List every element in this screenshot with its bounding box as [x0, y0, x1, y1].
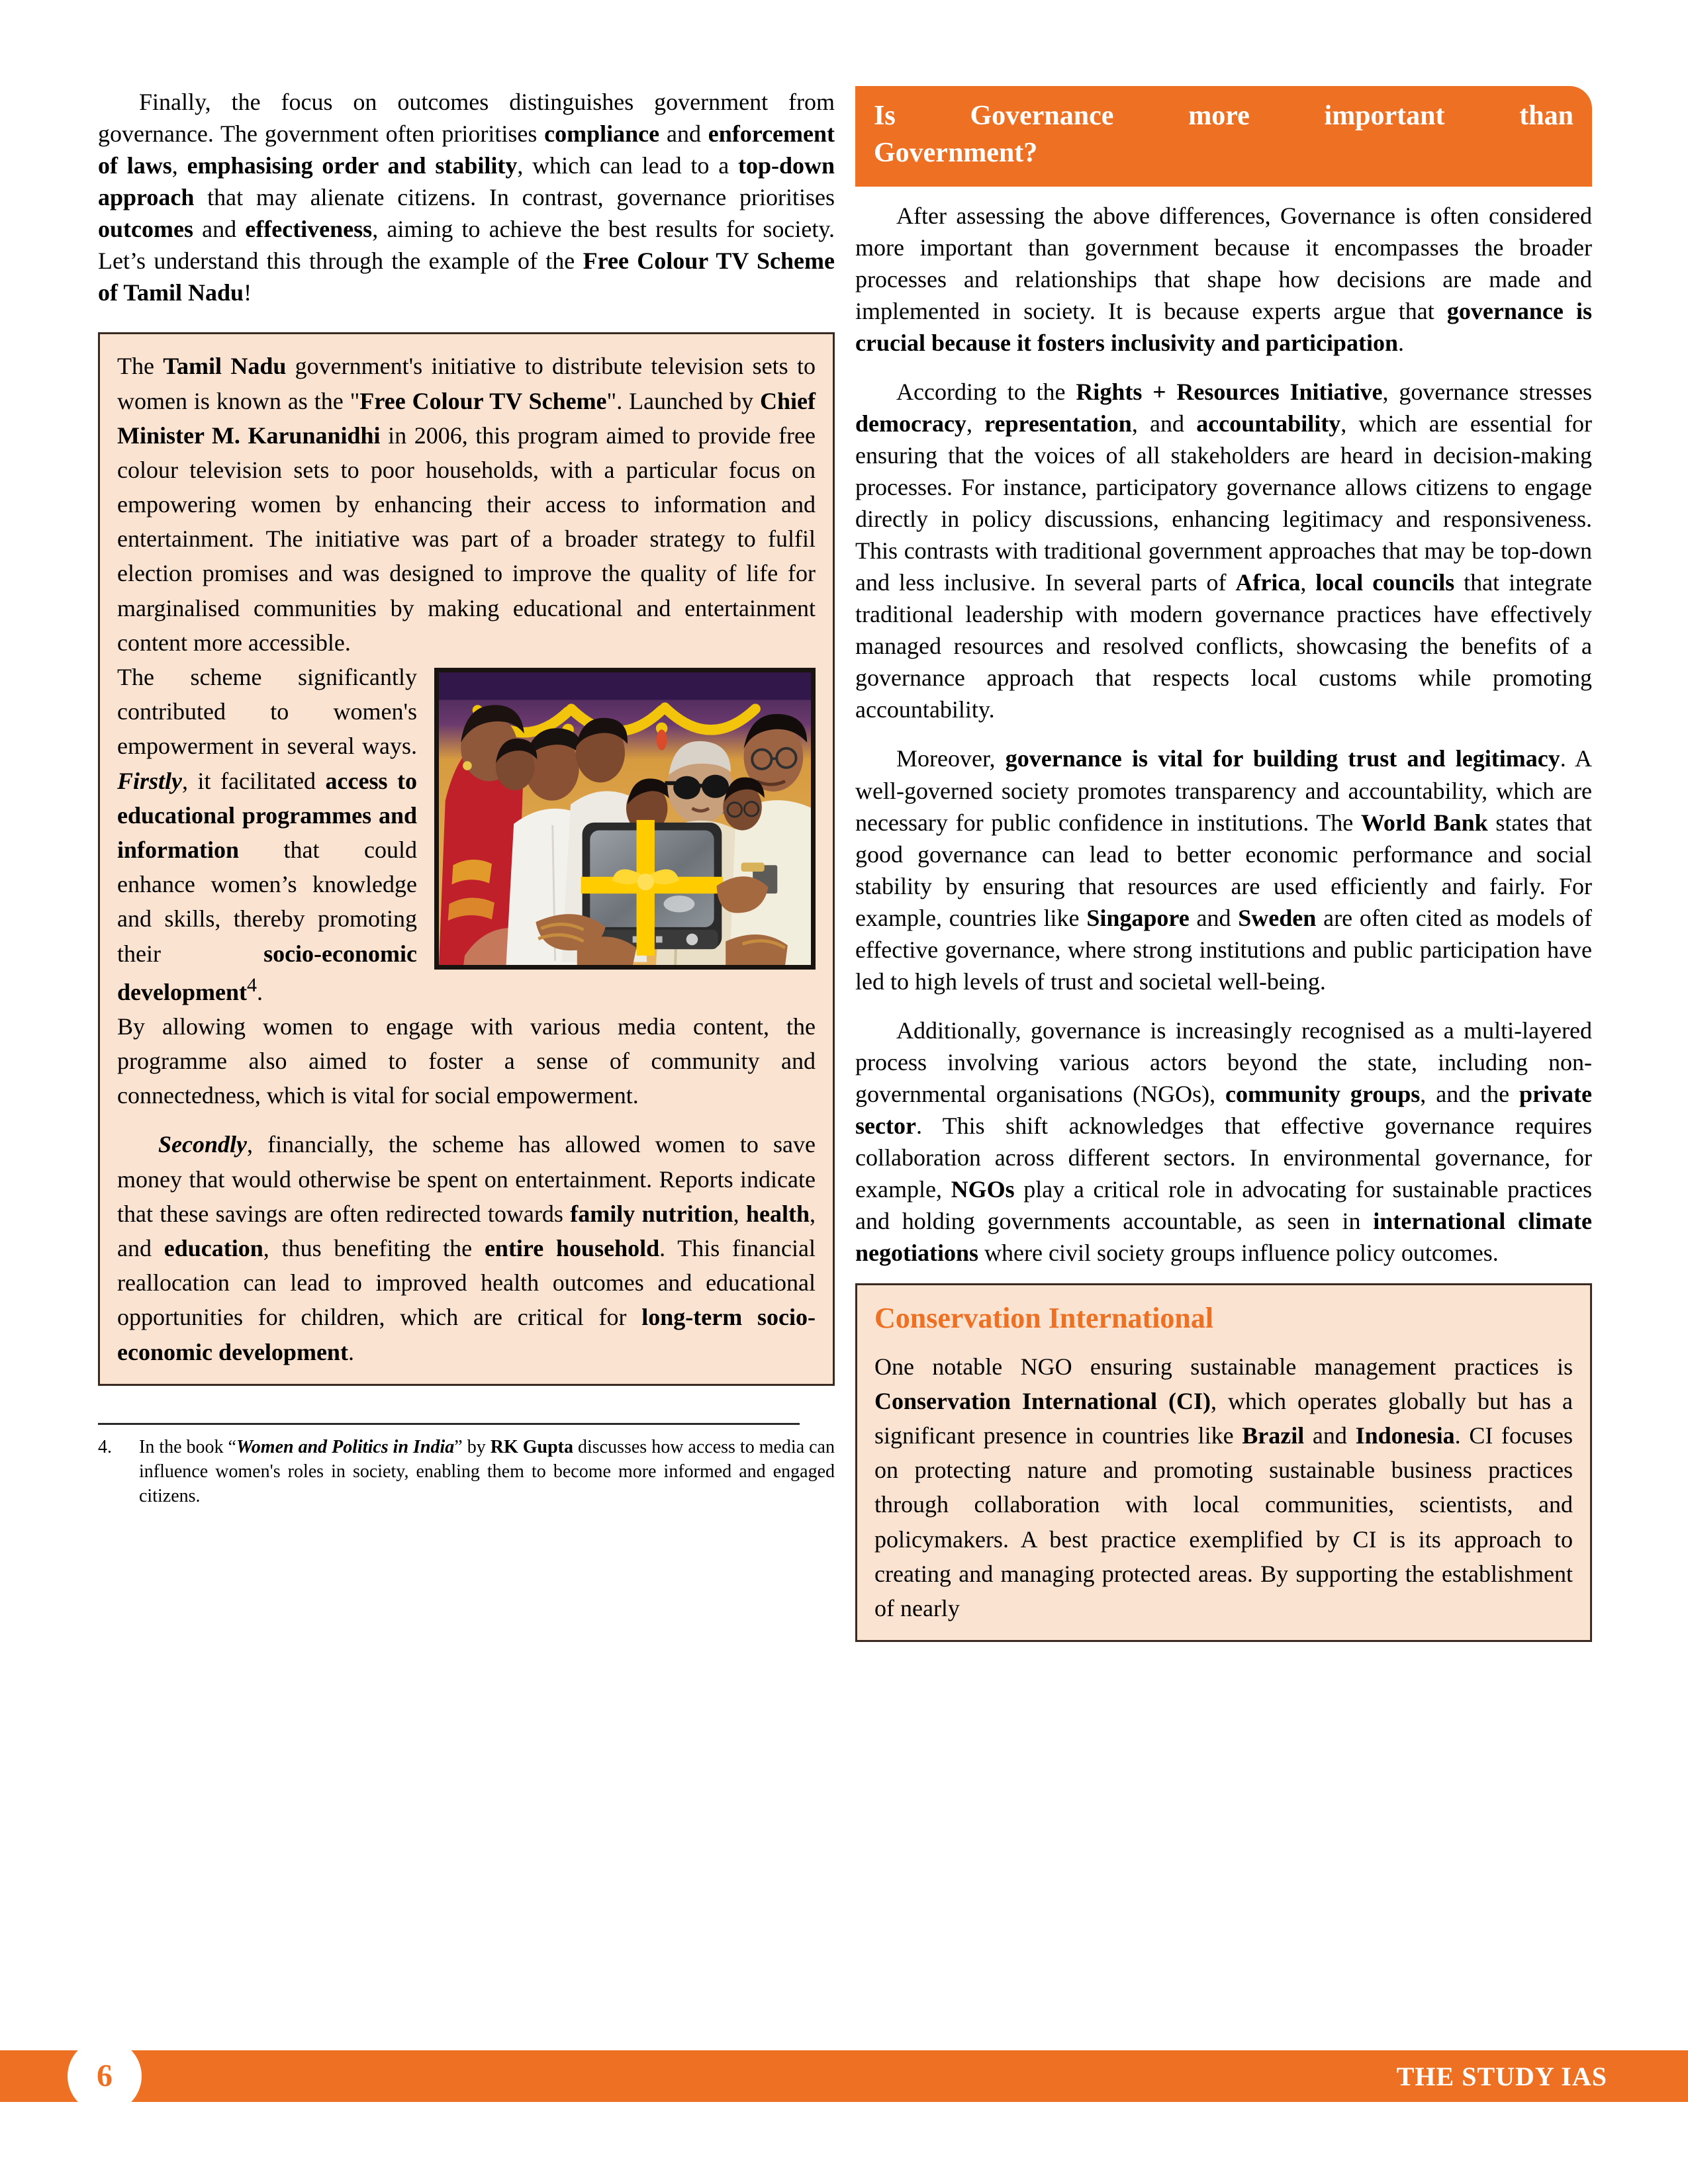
- rp2-t7: that integrate traditional leadership with modern governance practices have effectively managed resources and resolved conflicts, showcasing the benefits of a governance approach that respects local customs while promoting accountability.: [855, 569, 1593, 723]
- rp4-t1: Additionally, governance is increasingly recognised as a multi-layered process involving various actors beyond the state, including non-governmental organisations (NGOs),: [855, 1017, 1592, 1107]
- tvbox-p4-t1: , financially, the scheme has allowed women to save money that would otherwise be spent on entertainment. Reports indicate that these savings are often redirected towards: [117, 1131, 816, 1227]
- rp2-t2: , governance stresses: [1382, 378, 1593, 405]
- rp2-bold-rri: Rights + Resources Initiative: [1076, 378, 1383, 405]
- rp3-bold-singapore: Singapore: [1086, 904, 1190, 931]
- tvbox-p4-t5: . This financial reallocation can lead to improved health outcomes and educational opportunities for children, which are critical for: [117, 1235, 816, 1331]
- rp2-bold-localcouncils: local councils: [1315, 569, 1455, 596]
- footnote-t1: In the book “: [139, 1436, 236, 1457]
- right-paragraph-3: [855, 743, 1592, 997]
- rp3-t1: Moreover,: [896, 745, 1006, 772]
- tvbox-p1-t1: The: [117, 353, 164, 380]
- tvbox-bold-health: health: [745, 1200, 810, 1227]
- rp4-t4: play a critical role in advocating for sustainable practices and holding governments accountable, as seen in: [855, 1176, 1592, 1235]
- footnote-author: RK Gupta: [490, 1436, 573, 1457]
- rp1-t2: .: [1397, 329, 1404, 356]
- intro-bold-effectiveness: effectiveness: [245, 216, 373, 243]
- rp2-bold-accountability: accountability: [1196, 410, 1341, 437]
- rp1-bold-crucial: governance is crucial because it fosters inclusivity and participation: [855, 297, 1593, 356]
- brand-label: THE STUDY IAS: [1396, 2061, 1607, 2091]
- intro-mid-3: , which can lead to a: [517, 152, 738, 179]
- right-paragraph-1: [855, 200, 1592, 359]
- intro-lead: Finally, the focus on outcomes distinguishes government from governance. The government often prioritises: [98, 89, 835, 148]
- intro-paragraph: [98, 86, 835, 308]
- footnote-t2: ” by: [454, 1436, 491, 1457]
- tvbox-bold-household: entire household: [484, 1235, 660, 1262]
- tvbox-p4-t2: ,: [733, 1200, 746, 1227]
- intro-tail: !: [244, 279, 252, 306]
- tvbox-p4-t3: , and: [117, 1200, 816, 1262]
- ci-box-title: Conservation International: [874, 1302, 1214, 1335]
- rp2-t3: ,: [966, 410, 985, 437]
- tvbox-p1-t3: ". Launched by: [606, 387, 760, 414]
- tv-distribution-photo: [434, 668, 816, 970]
- right-paragraph-4: [855, 1015, 1592, 1269]
- intro-mid-5: and: [193, 216, 246, 243]
- rp1-t1: After assessing the above differences, Governance is often considered more important than government because it encompasses the broader processes and relationships that shape how decisions are made and implemented in society. It is because experts argue that: [855, 202, 1592, 324]
- tvbox-bold-tamilnadu: Tamil Nadu: [163, 353, 287, 380]
- rp4-bold-ngos: NGOs: [951, 1176, 1015, 1203]
- tvbox-bold-access: access to educational programmes and information: [117, 767, 417, 863]
- footnote-rule: [98, 1423, 800, 1425]
- intro-mid-6: , aiming to achieve the best results for society. Let’s understand this through the example of the: [98, 216, 835, 275]
- tvbox-p2-t1: The scheme significantly contributed to women's empowerment in several ways.: [117, 664, 417, 760]
- tvbox-bold-cm: Chief Minister M. Karunanidhi: [117, 387, 816, 449]
- photo-illustration: [439, 672, 811, 965]
- section-heading-banner: [855, 86, 1592, 187]
- rp3-t4: and: [1189, 904, 1239, 931]
- rp3-bold-sweden: Sweden: [1238, 904, 1317, 931]
- tvbox-paragraph-3: By allowing women to engage with various media content, the programme also aimed to foster a sense of community and connectedness, which is vital for social empowerment.: [117, 1013, 816, 1109]
- rp4-bold-privatesector: private sector: [855, 1080, 1592, 1139]
- tvbox-bold-socioeconomic: socio-economic development: [117, 940, 417, 1005]
- intro-bold-outcomes: outcomes: [98, 216, 193, 243]
- tvbox-p1-t2: government's initiative to distribute television sets to women is known as the ": [117, 353, 816, 414]
- tvbox-p2-t3: that could enhance women’s knowledge and skills, thereby promoting their: [117, 836, 417, 967]
- footnote-marker-4: 4: [246, 974, 257, 996]
- rp2-t4: , and: [1131, 410, 1197, 437]
- conservation-international-box: [855, 1283, 1592, 1642]
- tvbox-italic-firstly: Firstly: [117, 767, 183, 794]
- rp4-bold-climate: international climate negotiations: [855, 1208, 1592, 1267]
- left-column: [98, 86, 835, 1509]
- rp4-bold-communitygroups: community groups: [1225, 1080, 1421, 1107]
- rp2-bold-africa: Africa: [1235, 569, 1301, 596]
- footnote-number: 4.: [98, 1436, 112, 1457]
- intro-bold-scheme: Free Colour TV Scheme of Tamil Nadu: [98, 248, 835, 306]
- footnote-t3: discusses how access to media can influence women's roles in society, enabling them to become more informed and engaged citizens.: [139, 1436, 835, 1506]
- ci-box-body: [874, 1349, 1573, 1626]
- ci-bold-indonesia: Indonesia: [1355, 1422, 1455, 1449]
- banner-line-2: Government?: [874, 137, 1038, 168]
- tvbox-paragraph-4: [117, 1127, 816, 1369]
- intro-bold-enforcement: enforcement of laws: [98, 120, 835, 179]
- tvbox-p4-t4: , thus benefiting the: [263, 1235, 485, 1262]
- ci-t1: One notable NGO ensuring sustainable management practices is: [874, 1353, 1573, 1380]
- tvbox-p4-t6: .: [348, 1338, 354, 1365]
- rp2-t1: According to the: [896, 378, 1076, 405]
- rp4-t5: where civil society groups influence policy outcomes.: [978, 1240, 1499, 1267]
- tvbox-bold-education: education: [164, 1235, 263, 1262]
- intro-mid-4: that may alienate citizens. In contrast, governance prioritises: [194, 184, 835, 211]
- tvbox-bold-nutrition: family nutrition: [570, 1200, 733, 1227]
- ci-bold-brazil: Brazil: [1242, 1422, 1305, 1449]
- rp2-t5: , which are essential for ensuring that the voices of all stakeholders are heard in decision-making processes. For instance, participatory governance allows citizens to engage directly in policy discussions, enhancing legitimacy and responsiveness. This contrasts with traditional government approaches that may be top-down and less inclusive. In several parts of: [855, 410, 1592, 596]
- tvbox-p2-t2: , it facilitated: [182, 767, 326, 794]
- tvbox-italic-secondly: Secondly: [158, 1131, 247, 1158]
- rp2-bold-democracy: democracy: [855, 410, 966, 437]
- rp3-t3: states that good governance can lead to better economic performance and social stability by ensuring that resources are used efficiently and fairly. For example, countries like: [855, 809, 1592, 931]
- rp3-bold-trust: governance is vital for building trust and legitimacy: [1005, 745, 1560, 772]
- rp3-t2: . A well-governed society promotes transparency and accountability, which are necessary for public confidence in institutions. The: [855, 745, 1592, 836]
- page-footer: [0, 2050, 1688, 2102]
- ci-t3: and: [1304, 1422, 1356, 1449]
- tvbox-p1-t4: in 2006, this program aimed to provide free colour television sets to poor households, with a particular focus on empowering women by enhancing their access to information and entertainment. The initiative was part of a broader strategy to fulfil election promises and was designed to improve the quality of life for marginalised communities by making educational and entertainment content more accessible.: [117, 422, 816, 656]
- rp3-t5: are often cited as models of effective governance, where strong institutions and public participation have led to high levels of trust and societal well-being.: [855, 904, 1592, 995]
- intro-bold-order: emphasising order and stability: [187, 152, 518, 179]
- footnote-entry: [98, 1435, 835, 1509]
- footnote-book-title: Women and Politics in India: [236, 1436, 455, 1457]
- intro-mid-2: ,: [171, 152, 187, 179]
- rp3-bold-worldbank: World Bank: [1360, 809, 1488, 836]
- ci-t4: . CI focuses on protecting nature and promoting sustainable business practices through collaboration with local communities, scientists, and policymakers. A best practice exemplified by CI is its approach to creating and managing protected areas. By supporting the establishment of nearly: [874, 1422, 1573, 1621]
- intro-mid-1: and: [659, 120, 708, 148]
- banner-line-1: Is Governance more important than: [874, 101, 1573, 131]
- tvbox-p2-t4: .: [256, 978, 263, 1005]
- right-column: [855, 86, 1592, 1642]
- ci-t2: , which operates globally but has a significant presence in countries like: [874, 1387, 1573, 1449]
- rp2-t6: ,: [1300, 569, 1316, 596]
- tvbox-paragraph-1: [117, 349, 816, 660]
- footnote-text: [139, 1435, 835, 1509]
- tvbox-bold-longterm: long-term socio-economic development: [117, 1304, 816, 1365]
- page-number-badge: 6: [68, 2039, 142, 2113]
- intro-bold-compliance: compliance: [544, 120, 660, 148]
- tv-scheme-box: [98, 332, 835, 1385]
- intro-bold-topdown: top-down approach: [98, 152, 835, 211]
- right-paragraph-2: [855, 376, 1592, 726]
- tvbox-bold-scheme: Free Colour TV Scheme: [359, 387, 607, 414]
- rp2-bold-representation: representation: [984, 410, 1132, 437]
- rp4-t2: , and the: [1420, 1080, 1520, 1107]
- ci-bold-name: Conservation International (CI): [874, 1387, 1211, 1414]
- rp4-t3: . This shift acknowledges that effective governance requires collaboration across different sectors. In environmental governance, for example,: [855, 1112, 1592, 1203]
